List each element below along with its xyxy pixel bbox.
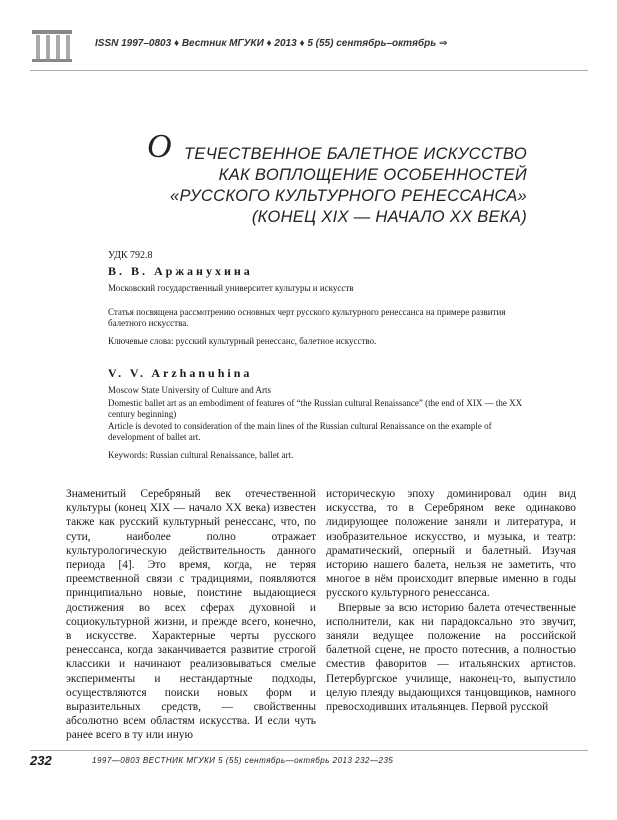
affiliation-en: Moscow State University of Culture and Arts (108, 385, 271, 395)
journal-header-text: ISSN 1997–0803 ♦ Вестник МГУКИ ♦ 2013 ♦ 5 (55) сентябрь–октябрь ⇒ (95, 38, 448, 49)
body-paragraph: Знаменитый Серебряный век отечественной культуры (конец XIX — начало XX века) известен также как русский культурный ренессанс, что, по сути, наиболее полно отражает культурологическую действительность данного периода [4]. Это время, когда, не теряя преемственной связи с традициями, появляются принципиально новые, поистине выдающиеся достижения во всех сферах духовной и социокультурной жизни, и прежде всего, конечно, в искусстве. Характерные черты русского ренессанса, когда заканчивается развитие строгой классики и начинают реализовываться смелые эксперименты и нестандартные подходы, осуществляются поиски новых форм и выразительных средств, — свойственны абсолютно всем областям искусства. И если чуть ранее всего в ту или иную (66, 488, 316, 742)
footer-text: 1997—0803 ВЕСТНИК МГУКИ 5 (55) сентябрь—октябрь 2013 232—235 (92, 756, 394, 765)
title-drop-cap: О (147, 128, 172, 165)
page-number: 232 (30, 753, 52, 768)
author-en: V. V. Arzhanuhina (108, 366, 253, 380)
title-en: Domestic ballet art as an embodiment of features of “the Russian cultural Renaissance” (the end of XIX — the XX century beginning) (108, 398, 523, 419)
abstract-en: Article is devoted to consideration of the main lines of the Russian cultural Renaissance on the example of development of ballet art. (108, 421, 492, 442)
title-line-3: «РУССКОГО КУЛЬТУРНОГО РЕНЕССАНСА» (170, 187, 527, 205)
title-line-1-text: ТЕЧЕСТВЕННОЕ БАЛЕТНОЕ ИСКУССТВО (184, 145, 527, 163)
author-ru: В. В. Аржанухина (108, 264, 253, 278)
title-line-1 (147, 128, 527, 165)
title-line-2: КАК ВОПЛОЩЕНИЕ ОСОБЕННОСТЕЙ (218, 166, 527, 184)
columns-logo-icon (30, 28, 90, 64)
footer-divider (30, 750, 588, 751)
page-footer (30, 750, 588, 768)
keywords-ru: Ключевые слова: русский культурный ренессанс, балетное искусство. (108, 336, 377, 346)
body-paragraph: Впервые за всю историю балета отечественные исполнители, как ни парадоксально это звучит, заняли ведущее положение на российской балетной сцене, не просто потеснив, а полностью сместив фаворитов — итальянских артистов. Петербургское училище, наконец-то, выпустило целую плеяду выдающихся танцовщиков, намного превосходивших итальянцев. Первой русской (326, 601, 576, 714)
title-line-4: (КОНЕЦ XIX — НАЧАЛО XX ВЕКА) (251, 208, 527, 226)
body-paragraph: историческую эпоху доминировал один вид искусства, то в Серебряном веке одинаково лидирующее положение заняли и литература, и изобразительное искусство, и музыка, и театр: драматический, оперный и балетный. Изучая историю нашего балета, нельзя не заметить, что многое в нём происходит впервые именно в годы русского культурного ренессанса. (326, 488, 576, 600)
affiliation-ru: Московский государственный университет культуры и искусств (108, 283, 354, 293)
body-column-left (66, 487, 316, 743)
abstract-ru: Статья посвящена рассмотрению основных черт русского культурного ренессанса на примере развития балетного искусства. (108, 307, 506, 328)
keywords-en: Keywords: Russian cultural Renaissance, ballet art. (108, 450, 294, 460)
page-header (0, 28, 617, 68)
udk-code: УДК 792.8 (108, 250, 153, 261)
article-title (147, 128, 527, 228)
body-column-right (326, 487, 576, 714)
header-divider (30, 70, 588, 71)
